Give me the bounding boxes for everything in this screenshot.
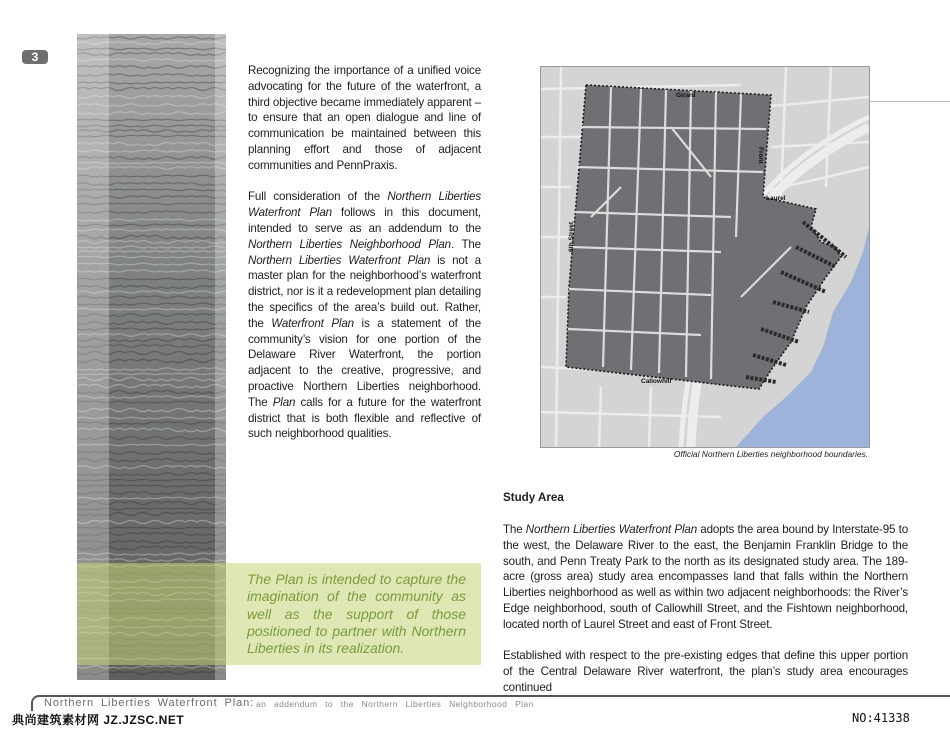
text-run: The — [503, 523, 526, 536]
study-area-text — [503, 522, 908, 712]
neighborhood-map — [540, 66, 870, 448]
italic-title-text: Waterfront Plan — [271, 316, 354, 330]
page-number-badge: 3 — [22, 50, 48, 64]
text-run: Full consideration of the — [248, 190, 388, 204]
study-area-heading: Study Area — [503, 491, 564, 504]
label-callowhill: Callowhill — [641, 378, 672, 385]
text-run: is a statement of the community’s vision for one portion of the Delaware River Waterfront, the portion adjacent to the creative, progressive, and proactive Northern Liberties neighborhood. The — [248, 316, 481, 409]
label-girard: Girard — [676, 92, 696, 99]
text-run: Established with respect to the pre-existing edges that define this upper portion of the Central Delaware River waterfront, the plan’s study area encourages continued — [503, 649, 908, 694]
label-laurel: Laurel — [766, 195, 786, 202]
map-caption: Official Northern Liberties neighborhood boundaries. — [673, 449, 868, 459]
intro-paragraph-1 — [248, 63, 481, 174]
text-run: calls for a future for the waterfront district that is both flexible and reflective of such neighborhood qualities. — [248, 395, 481, 441]
text-run: Recognizing the importance of a unified voice advocating for the future of the waterfront, a third objective became immediately apparent – to ensure that an open dialogue and line of communication be maintained between this planning effort and those of adjacent communities and PennPraxis. — [248, 64, 481, 172]
text-run: is not a master plan for the neighborhood’s waterfront district, nor is it a redevelopment plan detailing the specifics of the area’s build out. Rather, the — [248, 253, 481, 330]
study-area-paragraph-1 — [503, 522, 908, 633]
intro-paragraph-2 — [248, 189, 481, 442]
label-6th-street: 6th Street — [568, 222, 575, 252]
italic-title-text: Northern Liberties Waterfront Plan — [248, 253, 431, 267]
pull-quote: The Plan is intended to capture the imagination of the community as well as the support of those positioned to partner with Northern Liberties in its realization. — [247, 571, 466, 657]
italic-title-text: Northern Liberties Waterfront Plan — [525, 523, 697, 536]
text-run: follows in this document, intended to serve as an addendum to the — [248, 206, 482, 235]
watermark-left: 典尚建筑素材网 JZ.JZSC.NET — [12, 713, 185, 727]
italic-title-text: Northern Liberties Neighborhood Plan — [248, 237, 451, 251]
footer-title: Northern Liberties Waterfront Plan: — [44, 697, 260, 709]
intro-text-column — [248, 63, 481, 458]
decorative-rule — [870, 101, 950, 102]
watermark-right: NO:41338 — [852, 711, 910, 725]
study-area-paragraph-2 — [503, 648, 908, 695]
text-run: adopts the area bound by Interstate-95 to the west, the Delaware River to the east, the Benjamin Franklin Bridge to the south, and Penn Treaty Park to the north as its designated study area. The 189-acre (gross area) study area encompasses land that falls within the Northern Liberties neighborhood as well as within two adjacent neighborhoods: the River’s Edge neighborhood, south of Callowhill Street, and the Fishtown neighborhood, located north of Laurel Street and east of Front Street. — [503, 523, 908, 631]
label-front: Front — [757, 147, 764, 164]
footer-subtitle: an addendum to the Northern Liberties Neighborhood Plan — [256, 699, 534, 709]
text-run: . The — [450, 237, 481, 251]
italic-title-text: Northern Liberties Waterfront Plan — [248, 190, 482, 220]
pull-quote-band — [77, 563, 481, 665]
italic-title-text: Plan — [272, 395, 296, 409]
